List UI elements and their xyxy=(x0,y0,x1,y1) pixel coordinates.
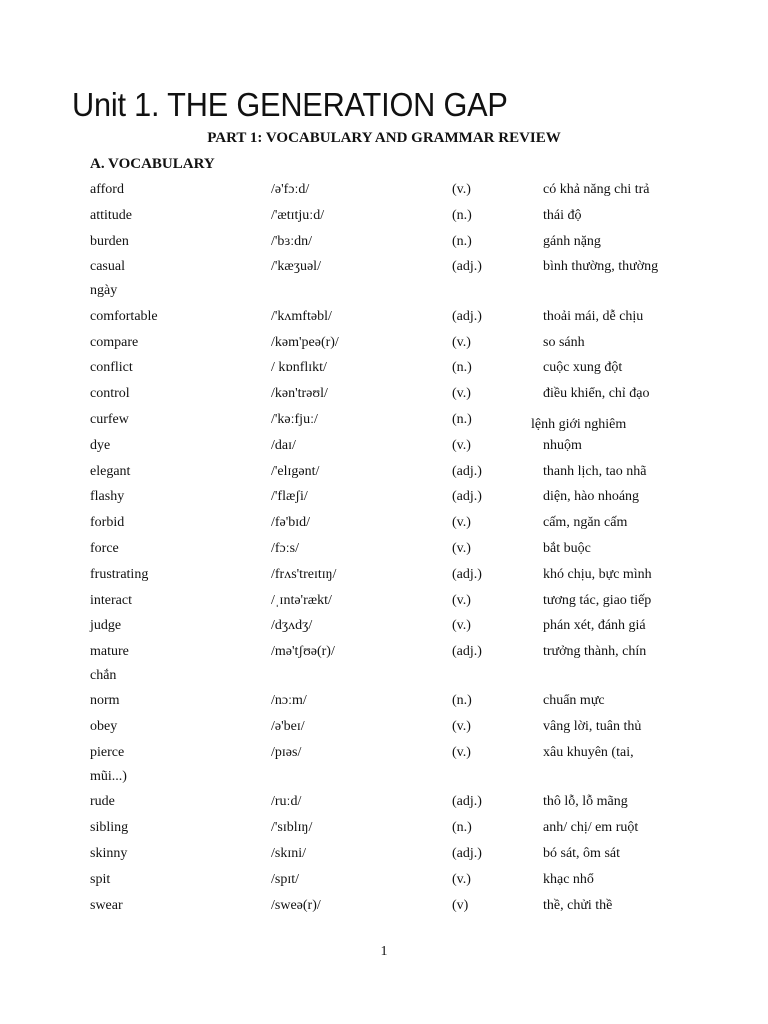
vocab-pronunciation: /nɔːm/ xyxy=(271,693,307,709)
vocab-row xyxy=(0,541,768,561)
vocab-row xyxy=(0,719,768,739)
vocab-word-class: (v.) xyxy=(452,618,471,634)
vocab-word-class: (v) xyxy=(452,897,469,913)
vocab-row xyxy=(0,182,768,202)
vocab-word: pierce xyxy=(90,745,125,760)
vocab-pronunciation: /kən'trəʊl/ xyxy=(271,386,328,402)
vocab-pronunciation: /ə'beɪ/ xyxy=(271,719,305,735)
vocab-pronunciation: /ə'fɔːd/ xyxy=(271,182,310,197)
vocab-meaning: bình thường, thường xyxy=(543,259,659,275)
vocab-row xyxy=(0,438,768,458)
vocab-word: swear xyxy=(90,897,123,913)
vocab-word-class: (adj.) xyxy=(452,489,482,505)
vocab-word: mature xyxy=(90,644,129,660)
vocab-word: norm xyxy=(90,693,120,709)
vocab-meaning: lệnh giới nghiêm xyxy=(531,416,627,432)
vocab-word: elegant xyxy=(90,463,131,479)
vocab-row xyxy=(0,208,768,228)
vocab-word: curfew xyxy=(90,411,129,427)
vocab-word-class: (adj.) xyxy=(452,794,482,810)
vocab-pronunciation: /'kæʒuəl/ xyxy=(271,259,321,275)
vocab-word-class: (adj.) xyxy=(452,259,482,275)
vocab-pronunciation: /'ætɪtjuːd/ xyxy=(271,207,325,223)
vocab-word: skinny xyxy=(90,845,128,861)
vocab-pronunciation: /'bɜːdn/ xyxy=(271,233,313,249)
vocab-meaning: nhuộm xyxy=(543,437,582,453)
vocab-word-class: (n.) xyxy=(452,820,472,836)
vocab-word: force xyxy=(90,540,119,556)
vocab-word-class: (adj.) xyxy=(452,566,482,582)
vocab-meaning: bắt buộc xyxy=(543,540,591,556)
vocab-meaning: cấm, ngăn cấm xyxy=(543,515,628,531)
vocab-word: afford xyxy=(90,182,124,197)
vocab-pronunciation: /sweə(r)/ xyxy=(271,897,321,913)
vocab-word-class: (v.) xyxy=(452,540,471,556)
vocab-row xyxy=(0,489,768,509)
vocab-row xyxy=(0,309,768,329)
vocab-meaning: thề, chửi thề xyxy=(543,897,613,913)
vocab-meaning: điều khiển, chỉ đạo xyxy=(543,386,650,402)
vocab-word: sibling xyxy=(90,820,129,836)
vocab-word: compare xyxy=(90,334,139,350)
vocab-pronunciation: /'sɪblɪŋ/ xyxy=(271,820,313,836)
vocab-word: frustrating xyxy=(90,566,149,582)
vocab-pronunciation: /frʌs'treɪtɪŋ/ xyxy=(271,566,337,582)
vocab-row xyxy=(0,693,768,713)
vocab-meaning: xâu khuyên (tai, xyxy=(543,745,634,760)
vocab-word-class: (n.) xyxy=(452,360,472,376)
vocab-row xyxy=(0,386,768,406)
vocab-row xyxy=(0,820,768,840)
vocab-pronunciation: /pɪəs/ xyxy=(271,745,302,760)
vocab-meaning-continuation: mũi...) xyxy=(90,769,127,784)
vocab-word: forbid xyxy=(90,515,125,531)
vocab-meaning: thanh lịch, tao nhã xyxy=(543,463,647,479)
vocab-word: obey xyxy=(90,719,118,735)
vocab-word-class: (adj.) xyxy=(452,644,482,660)
vocab-row xyxy=(0,259,768,279)
vocab-meaning: so sánh xyxy=(543,334,585,350)
vocab-meaning-continuation: chắn xyxy=(90,668,117,684)
vocab-word: burden xyxy=(90,233,129,249)
page-number: 1 xyxy=(380,944,388,959)
vocab-word-class: (n.) xyxy=(452,207,472,223)
vocab-word-class: (n.) xyxy=(452,411,472,427)
vocab-pronunciation: /kəm'peə(r)/ xyxy=(271,334,339,350)
vocab-pronunciation: /ˌɪntə'rækt/ xyxy=(271,592,332,608)
vocab-word-class: (v.) xyxy=(452,745,471,760)
vocab-row xyxy=(0,360,768,380)
vocab-pronunciation: / kɒnflɪkt/ xyxy=(271,360,327,376)
vocab-word-class: (v.) xyxy=(452,871,471,887)
vocab-row xyxy=(0,898,768,918)
vocab-word: dye xyxy=(90,437,111,453)
vocab-word-class: (v.) xyxy=(452,515,471,531)
vocab-meaning: diện, hào nhoáng xyxy=(543,489,640,505)
vocab-meaning: vâng lời, tuân thủ xyxy=(543,719,642,735)
vocab-pronunciation: /ruːd/ xyxy=(271,794,302,810)
vocab-pronunciation: /skɪni/ xyxy=(271,845,307,861)
vocab-row xyxy=(0,464,768,484)
vocab-word-class: (adj.) xyxy=(452,845,482,861)
vocab-word: spit xyxy=(90,871,111,887)
vocab-pronunciation: /dʒʌdʒ/ xyxy=(271,618,313,634)
vocab-word-class: (v.) xyxy=(452,386,471,402)
vocab-word-class: (n.) xyxy=(452,233,472,249)
vocab-row xyxy=(0,567,768,587)
vocab-word-class: (v.) xyxy=(452,592,471,608)
vocab-pronunciation: /mə'tʃʊə(r)/ xyxy=(271,644,335,660)
page-title: Unit 1. THE GENERATION GAP xyxy=(72,86,508,123)
vocab-meaning: trưởng thành, chín xyxy=(543,644,647,660)
vocab-pronunciation: /fɔːs/ xyxy=(271,540,299,556)
vocab-row xyxy=(0,644,768,664)
vocab-word-class: (adj.) xyxy=(452,463,482,479)
vocab-row xyxy=(0,846,768,866)
vocab-row xyxy=(0,515,768,535)
vocab-word: casual xyxy=(90,259,125,275)
vocab-word: judge xyxy=(90,618,122,634)
vocab-meaning: khó chịu, bực mình xyxy=(543,566,652,582)
vocab-pronunciation: /'elɪgənt/ xyxy=(271,463,320,479)
vocab-word: rude xyxy=(90,794,115,810)
vocab-pronunciation: /'flæʃi/ xyxy=(271,489,308,505)
vocab-word: comfortable xyxy=(90,308,158,324)
vocab-meaning: bó sát, ôm sát xyxy=(543,845,620,861)
vocab-row xyxy=(0,335,768,355)
vocab-row xyxy=(0,412,768,432)
vocab-pronunciation: /fə'bɪd/ xyxy=(271,515,311,531)
vocab-meaning: chuẩn mực xyxy=(543,693,605,709)
vocab-word: attitude xyxy=(90,207,132,223)
vocab-pronunciation: /daɪ/ xyxy=(271,437,296,453)
vocab-word-class: (v.) xyxy=(452,719,471,735)
vocab-word: conflict xyxy=(90,360,133,376)
vocab-row xyxy=(0,745,768,765)
vocab-word-class: (v.) xyxy=(452,182,471,197)
vocab-word-class: (n.) xyxy=(452,693,472,709)
vocab-pronunciation: /spɪt/ xyxy=(271,871,300,887)
vocab-meaning: có khả năng chi trả xyxy=(543,182,650,197)
vocab-word-class: (v.) xyxy=(452,437,471,453)
vocab-row xyxy=(0,234,768,254)
vocab-row xyxy=(0,618,768,638)
vocab-meaning: gánh nặng xyxy=(543,233,601,249)
vocab-word: interact xyxy=(90,592,132,608)
vocab-row xyxy=(0,593,768,613)
vocab-meaning: anh/ chị/ em ruột xyxy=(543,820,639,836)
vocab-meaning: khạc nhổ xyxy=(543,871,594,887)
section-heading: A. VOCABULARY xyxy=(90,156,215,172)
vocab-meaning: thô lỗ, lỗ mãng xyxy=(543,794,628,810)
vocab-word: flashy xyxy=(90,489,125,505)
vocab-word-class: (adj.) xyxy=(452,308,482,324)
vocab-row xyxy=(0,794,768,814)
vocab-pronunciation: /'kəːfjuː/ xyxy=(271,411,318,427)
vocab-meaning: cuộc xung đột xyxy=(543,360,623,376)
vocab-meaning: tương tác, giao tiếp xyxy=(543,592,652,608)
vocab-pronunciation: /'kʌmftəbl/ xyxy=(271,308,332,324)
vocab-row xyxy=(0,872,768,892)
vocab-meaning-continuation: ngày xyxy=(90,283,118,299)
part-heading: PART 1: VOCABULARY AND GRAMMAR REVIEW xyxy=(207,130,561,146)
vocab-meaning: thoải mái, dễ chịu xyxy=(543,308,644,324)
vocab-meaning: thái độ xyxy=(543,207,582,223)
vocab-word-class: (v.) xyxy=(452,334,471,350)
vocab-word: control xyxy=(90,386,130,402)
vocab-meaning: phán xét, đánh giá xyxy=(543,618,646,634)
